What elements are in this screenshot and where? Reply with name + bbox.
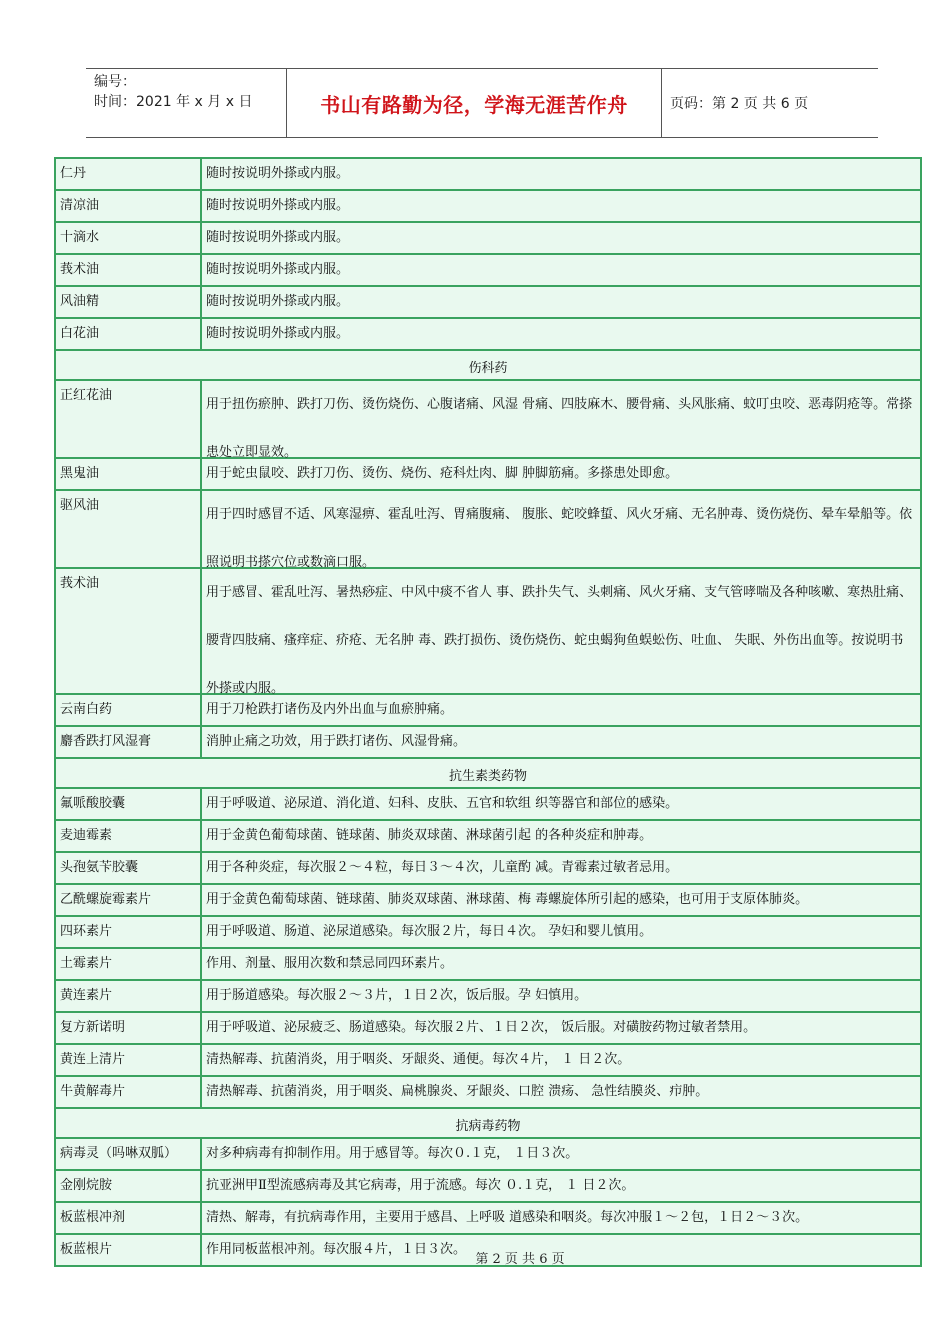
table-row — [56, 1077, 920, 1109]
drug-name-cell: 麦迪霉素 — [56, 821, 202, 851]
table-row — [56, 727, 920, 759]
drug-name-cell: 板蓝根冲剂 — [56, 1203, 202, 1233]
table-row — [56, 917, 920, 949]
drug-usage-cell: 清热解毒、抗菌消炎，用于咽炎、牙龈炎、通便。每次４片， １ 日２次。 — [206, 1052, 631, 1067]
drug-usage-cell: 用于扭伤瘀肿、跌打刀伤、烫伤烧伤、心腹诸痛、风湿 骨痛、四肢麻木、腰骨痛、头风胀痛、蚊叮虫咬、恶毒阴疮等。常搽患处立即显效。 — [206, 397, 913, 460]
drug-usage-cell: 用于蛇虫鼠咬、跌打刀伤、烫伤、烧伤、疮科灶肉、脚 肿脚筋痛。多搽患处即愈。 — [206, 466, 679, 481]
table-row — [56, 381, 920, 459]
table-row — [56, 1171, 920, 1203]
drug-usage-cell: 作用、剂量、服用次数和禁忌同四环素片。 — [206, 956, 454, 971]
drug-name-cell: 氟哌酸胶囊 — [56, 789, 202, 819]
drug-name-cell: 十滴水 — [56, 223, 202, 253]
table-row — [56, 1139, 920, 1171]
drug-name-cell: 云南白药 — [56, 695, 202, 725]
time-label: 时间：2021 年 x 月 x 日 — [94, 94, 253, 110]
drug-name-cell: 土霉素片 — [56, 949, 202, 979]
drug-usage-cell: 抗亚洲甲Ⅱ型流感病毒及其它病毒，用于流感。每次 ０.１克， １ 日２次。 — [206, 1178, 635, 1193]
table-row — [56, 287, 920, 319]
drug-usage-cell: 清热、解毒，有抗病毒作用，主要用于感昌、上呼吸 道感染和咽炎。每次冲服１～２包，１日２～３次。 — [206, 1210, 809, 1225]
drug-usage-cell: 用于肠道感染。每次服２～３片，１日２次，饭后服。孕 妇慎用。 — [206, 988, 588, 1003]
table-row — [56, 1013, 920, 1045]
drug-usage-cell: 用于呼吸道、肠道、泌尿道感染。每次服２片，每日４次。 孕妇和婴儿慎用。 — [206, 924, 653, 939]
table-row — [56, 159, 920, 191]
drug-usage-cell: 用于各种炎症，每次服２～４粒，每日３～４次，儿童酌 减。青霉素过敏者忌用。 — [206, 860, 679, 875]
table-row — [56, 853, 920, 885]
table-row — [56, 1045, 920, 1077]
drug-usage-cell: 随时按说明外搽或内服。 — [206, 294, 350, 309]
drug-name-cell: 清凉油 — [56, 191, 202, 221]
page-footer: 第 2 页 共 6 页 — [475, 1252, 565, 1267]
section-header-row — [56, 351, 920, 381]
drug-usage-cell: 消肿止痛之功效，用于跌打诸伤、风湿骨痛。 — [206, 734, 467, 749]
number-label: 编号： — [94, 74, 136, 90]
table-row — [56, 789, 920, 821]
drug-usage-cell: 清热解毒、抗菌消炎，用于咽炎、扁桃腺炎、牙龈炎、口腔 溃疡、 急性结膜炎、疖肿。 — [206, 1084, 709, 1099]
drug-usage-cell: 对多种病毒有抑制作用。用于感冒等。每次０.１克， １日３次。 — [206, 1146, 579, 1161]
drug-name-cell: 黑鬼油 — [56, 459, 202, 489]
section-title: 抗生素类药物 — [448, 768, 527, 784]
drug-name-cell: 风油精 — [56, 287, 202, 317]
drug-name-cell: 仁丹 — [56, 159, 202, 189]
table-row — [56, 695, 920, 727]
drug-usage-cell: 用于呼吸道、泌尿道、消化道、妇科、皮肤、五官和软组 织等器官和部位的感染。 — [206, 796, 679, 811]
drug-usage-cell: 作用同板蓝根冲剂。每次服４片，１日３次。 — [206, 1242, 467, 1257]
drug-name-cell: 驱风油 — [56, 491, 202, 567]
drug-usage-cell: 随时按说明外搽或内服。 — [206, 198, 350, 213]
page-header — [86, 68, 878, 138]
drug-name-cell: 白花油 — [56, 319, 202, 349]
table-row — [56, 821, 920, 853]
drug-name-cell: 金刚烷胺 — [56, 1171, 202, 1201]
drug-name-cell: 黄连上清片 — [56, 1045, 202, 1075]
table-row — [56, 1203, 920, 1235]
table-row — [56, 255, 920, 287]
table-row — [56, 459, 920, 491]
drug-usage-cell: 用于金黄色葡萄球菌、链球菌、肺炎双球菌、淋球菌引起 的各种炎症和肿毒。 — [206, 828, 653, 843]
drug-name-cell: 复方新诺明 — [56, 1013, 202, 1043]
table-row — [56, 491, 920, 569]
section-header-row — [56, 759, 920, 789]
drug-usage-cell: 用于金黄色葡萄球菌、链球菌、肺炎双球菌、淋球菌、梅 毒螺旋体所引起的感染，也可用于支原体肺炎。 — [206, 892, 809, 907]
table-row — [56, 981, 920, 1013]
drug-usage-cell: 随时按说明外搽或内服。 — [206, 326, 350, 341]
section-title: 伤科药 — [468, 360, 508, 376]
section-header-row — [56, 1109, 920, 1139]
header-motto: 书山有路勤为径，学海无涯苦作舟 — [287, 69, 662, 137]
drug-name-cell: 莪术油 — [56, 569, 202, 693]
drug-name-cell: 麝香跌打风湿膏 — [56, 727, 202, 757]
drug-name-cell: 正红花油 — [56, 381, 202, 457]
header-meta — [86, 69, 287, 137]
drug-name-cell: 板蓝根片 — [56, 1235, 202, 1265]
table-row — [56, 885, 920, 917]
drug-usage-cell: 用于呼吸道、泌尿疲乏、肠道感染。每次服２片、１日２次， 饭后服。对磺胺药物过敏者禁用。 — [206, 1020, 757, 1035]
drug-usage-cell: 用于刀枪跌打诸伤及内外出血与血瘀肿痛。 — [206, 702, 454, 717]
drug-name-cell: 乙酰螺旋霉素片 — [56, 885, 202, 915]
table-row — [56, 191, 920, 223]
drug-name-cell: 牛黄解毒片 — [56, 1077, 202, 1107]
drug-name-cell: 黄连素片 — [56, 981, 202, 1011]
drug-usage-cell: 随时按说明外搽或内服。 — [206, 166, 350, 181]
drug-name-cell: 病毒灵（吗啉双胍） — [56, 1139, 202, 1169]
drug-usage-cell: 用于感冒、霍乱吐泻、暑热痧症、中风中痰不省人 事、跌扑失气、头刺痛、风火牙痛、支气管哮喘及各种咳嗽、寒热肚痛、腰背四肢痛、瘙痒症、疥疮、无名肿 毒、跌打损伤、烫伤烧伤、蛇虫蝎狗鱼蜈蚣伤、吐血、 失眠、外伤出血等。按说明书外搽或内服。 — [206, 585, 913, 696]
table-row — [56, 569, 920, 695]
drug-usage-cell: 随时按说明外搽或内服。 — [206, 230, 350, 245]
header-page-label: 页码：第 2 页 共 6 页 — [670, 96, 809, 112]
drug-name-cell: 四环素片 — [56, 917, 202, 947]
table-row — [56, 949, 920, 981]
medicine-table — [54, 157, 922, 1267]
drug-name-cell: 头孢氨苄胶囊 — [56, 853, 202, 883]
table-row — [56, 319, 920, 351]
drug-name-cell: 莪术油 — [56, 255, 202, 285]
drug-usage-cell: 随时按说明外搽或内服。 — [206, 262, 350, 277]
section-title: 抗病毒药物 — [455, 1118, 521, 1134]
table-row — [56, 223, 920, 255]
drug-usage-cell: 用于四时感冒不适、风寒湿痹、霍乱吐泻、胃痛腹痛、 腹胀、蛇咬蜂蜇、风火牙痛、无名肿毒、烫伤烧伤、晕车晕船等。依照说明书搽穴位或数滴口服。 — [206, 507, 913, 570]
